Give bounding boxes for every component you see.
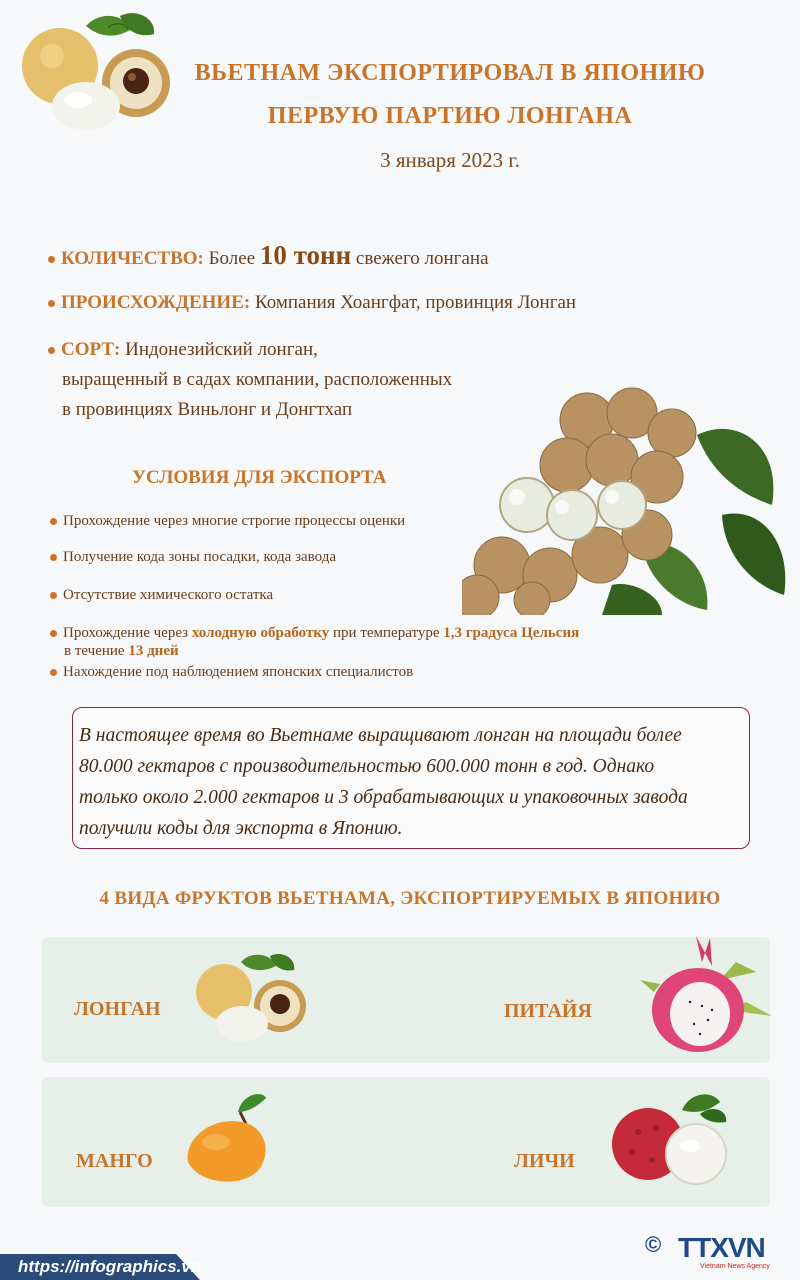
condition-highlight: холодную обработку — [191, 625, 330, 641]
longan-bunch-image — [462, 385, 792, 615]
info-variety — [48, 337, 452, 423]
condition-highlight: 13 дней — [128, 643, 179, 659]
fruit-label-pitaya: ПИТАЙЯ — [504, 1000, 592, 1022]
bullet-icon — [50, 592, 57, 599]
info-origin — [48, 290, 576, 316]
bullet-icon — [48, 256, 55, 263]
fruits-section-title: 4 ВИДА ФРУКТОВ ВЬЕТНАМА, ЭКСПОРТИРУЕМЫХ В ЯПОНИЮ — [99, 888, 721, 909]
condition-item — [50, 663, 413, 681]
page-title-line2: ПЕРВУЮ ПАРТИЮ ЛОНГАНА — [267, 103, 633, 129]
condition-item — [50, 624, 579, 660]
condition-item — [50, 548, 336, 566]
quantity-key: КОЛИЧЕСТВО: — [61, 248, 204, 269]
condition-text: Отсутствие химического остатка — [63, 587, 274, 603]
condition-text: Нахождение под наблюдением японских специалистов — [63, 664, 414, 680]
bullet-icon — [50, 554, 57, 561]
origin-key: ПРОИСХОЖДЕНИЕ: — [61, 292, 251, 313]
info-quantity — [48, 242, 489, 272]
condition-text: Прохождение через — [63, 625, 189, 641]
info-callout-box — [72, 707, 750, 849]
conditions-title: УСЛОВИЯ ДЛЯ ЭКСПОРТА — [132, 467, 387, 488]
page-date: 3 января 2023 г. — [380, 148, 520, 172]
callout-line: только около 2.000 гектаров и 3 обрабатывающих и упаковочных завода — [79, 787, 688, 808]
quantity-value: 10 тонн — [259, 240, 352, 270]
copyright-symbol: © — [645, 1232, 662, 1257]
variety-line1: Индонезийский лонган, — [125, 339, 318, 360]
callout-line: получили коды для экспорта в Японию. — [79, 818, 403, 839]
page-title-line1: ВЬЕТНАМ ЭКСПОРТИРОВАЛ В ЯПОНИЮ — [194, 60, 706, 86]
lychee-icon — [608, 1088, 732, 1192]
fruit-label-longan: ЛОНГАН — [74, 998, 161, 1020]
footer-url-link[interactable]: https://infographics.vn — [18, 1257, 202, 1276]
variety-line3: в провинциях Виньлонг и Донгтхап — [62, 399, 353, 420]
fruit-label-mango: МАНГО — [76, 1150, 153, 1172]
bullet-icon — [48, 347, 55, 354]
bullet-icon — [48, 300, 55, 307]
bullet-icon — [50, 518, 57, 525]
condition-text: в течение — [64, 643, 125, 659]
condition-item — [50, 586, 273, 604]
condition-text: Получение кода зоны посадки, кода завода — [63, 549, 337, 565]
condition-item — [50, 512, 405, 530]
variety-line2: выращенный в садах компании, расположенных — [62, 369, 453, 390]
quantity-pre: Более — [208, 248, 256, 269]
condition-text: при температуре — [333, 625, 440, 641]
ttxvn-logo: TTXVN — [678, 1232, 765, 1263]
callout-line: 80.000 гектаров с производительностью 600.000 тонн в год. Однако — [79, 756, 655, 777]
longan-icon — [186, 948, 308, 1048]
condition-text: Прохождение через многие строгие процессы оценки — [63, 513, 406, 529]
pitaya-icon — [636, 932, 776, 1060]
variety-key: СОРТ: — [61, 339, 121, 360]
logo-subtitle: Vietnam News Agency — [700, 1263, 770, 1270]
origin-value: Компания Хоангфат, провинция Лонган — [254, 292, 577, 313]
mango-icon — [180, 1090, 276, 1190]
quantity-post: свежего лонгана — [355, 248, 489, 269]
bullet-icon — [50, 630, 57, 637]
bullet-icon — [50, 669, 57, 676]
condition-highlight: 1,3 градуса Цельсия — [443, 625, 580, 641]
fruit-label-lychee: ЛИЧИ — [514, 1150, 575, 1172]
callout-line: В настоящее время во Вьетнаме выращивают лонган на площади более — [79, 725, 682, 746]
